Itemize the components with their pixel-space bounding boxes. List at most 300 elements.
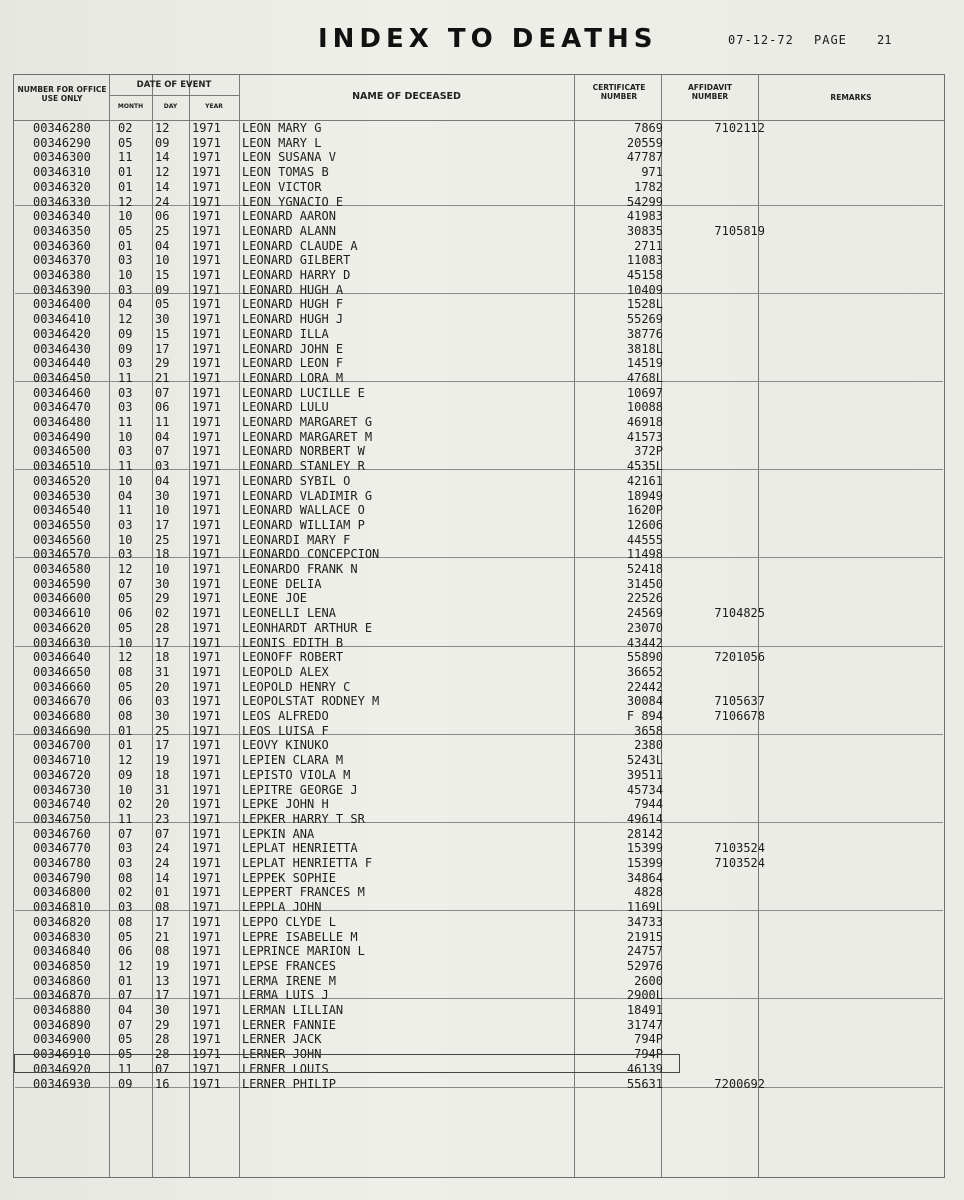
- row-name: LEONARD HUGH J: [242, 312, 344, 327]
- row-day: 18: [155, 547, 170, 562]
- row-name: LEON MARY G: [242, 121, 322, 135]
- row-month: 01: [118, 238, 133, 253]
- row-year: 1971: [192, 709, 221, 723]
- row-number: 00346550: [33, 517, 91, 532]
- row-year: 1971: [192, 385, 221, 400]
- row-certificate: 52976: [626, 958, 663, 973]
- header-certificate: CERTIFICATE NUMBER: [592, 83, 646, 101]
- row-number: 00346610: [33, 606, 91, 621]
- row-name: LEONARD WALLACE O: [242, 503, 365, 518]
- row-name: LEONARD WILLIAM P: [242, 517, 365, 532]
- row-certificate: 794P: [634, 1032, 663, 1047]
- row-affidavit: 7105819: [714, 223, 765, 238]
- row-certificate: 23070: [626, 620, 663, 635]
- row-certificate: 55269: [626, 312, 663, 327]
- row-year: 1971: [192, 738, 221, 753]
- row-number: 00346820: [33, 914, 91, 929]
- table-row: [14, 356, 944, 371]
- row-day: 12: [155, 165, 170, 180]
- row-certificate: 3818L: [626, 341, 663, 356]
- table-row: [14, 783, 944, 798]
- row-name: LERNER LOUIS: [242, 1061, 329, 1076]
- table-row: [14, 239, 944, 254]
- row-year: 1971: [192, 591, 221, 606]
- header-number: NUMBER FOR OFFICE USE ONLY: [17, 85, 107, 103]
- row-day: 09: [155, 135, 170, 150]
- row-month: 10: [118, 532, 133, 547]
- row-year: 1971: [192, 811, 221, 826]
- table-row: [14, 915, 944, 930]
- row-day: 03: [155, 459, 170, 474]
- row-month: 11: [118, 370, 133, 385]
- row-month: 07: [118, 988, 133, 1003]
- row-month: 03: [118, 282, 133, 297]
- row-day: 24: [155, 856, 170, 870]
- row-certificate: 20559: [626, 135, 663, 150]
- table-row: [14, 1003, 944, 1018]
- row-day: 07: [155, 444, 170, 459]
- row-certificate: 54299: [626, 194, 663, 209]
- row-day: 03: [155, 694, 170, 709]
- table-row: [14, 768, 944, 783]
- row-affidavit: 7105637: [714, 694, 765, 709]
- row-month: 05: [118, 1032, 133, 1047]
- row-year: 1971: [192, 121, 221, 135]
- row-day: 28: [155, 1032, 170, 1047]
- row-month: 12: [118, 312, 133, 327]
- row-certificate: 45734: [626, 782, 663, 797]
- row-affidavit: 7103524: [714, 856, 765, 870]
- row-day: 20: [155, 797, 170, 812]
- row-year: 1971: [192, 503, 221, 518]
- row-name: LEONARD MARGARET M: [242, 429, 373, 444]
- row-month: 05: [118, 135, 133, 150]
- row-name: LEONARD MARGARET G: [242, 415, 373, 429]
- row-name: LEPITRE GEORGE J: [242, 782, 358, 797]
- row-month: 04: [118, 488, 133, 503]
- row-month: 12: [118, 650, 133, 665]
- row-number: 00346490: [33, 429, 91, 444]
- table-row: [14, 724, 944, 739]
- row-year: 1971: [192, 767, 221, 782]
- row-certificate: 372P: [634, 444, 663, 459]
- row-month: 07: [118, 1017, 133, 1032]
- row-name: LEONARD HUGH F: [242, 297, 344, 312]
- table-row: [14, 195, 944, 210]
- row-month: 03: [118, 547, 133, 562]
- table-row: [14, 944, 944, 959]
- row-month: 01: [118, 179, 133, 194]
- row-year: 1971: [192, 223, 221, 238]
- row-month: 11: [118, 415, 133, 429]
- row-year: 1971: [192, 297, 221, 312]
- header-month: MONTH: [117, 103, 144, 110]
- row-number: 00346620: [33, 620, 91, 635]
- row-number: 00346520: [33, 473, 91, 488]
- header-day: DAY: [163, 103, 178, 110]
- row-day: 30: [155, 488, 170, 503]
- row-number: 00346420: [33, 326, 91, 341]
- row-month: 09: [118, 1076, 133, 1091]
- row-name: LEONARD VLADIMIR G: [242, 488, 373, 503]
- row-number: 00346800: [33, 885, 91, 900]
- row-name: LEPISTO VIOLA M: [242, 767, 351, 782]
- row-number: 00346460: [33, 385, 91, 400]
- row-year: 1971: [192, 944, 221, 959]
- row-day: 30: [155, 709, 170, 723]
- table-row: [14, 621, 944, 636]
- table-row: [14, 533, 944, 548]
- row-year: 1971: [192, 958, 221, 973]
- row-certificate: 10697: [626, 385, 663, 400]
- table-row: [14, 415, 944, 430]
- table-row: [14, 577, 944, 592]
- row-certificate: 2600: [634, 973, 663, 988]
- row-year: 1971: [192, 870, 221, 885]
- row-number: 00346410: [33, 312, 91, 327]
- table-row: [14, 841, 944, 856]
- row-month: 06: [118, 944, 133, 959]
- row-month: 12: [118, 194, 133, 209]
- row-number: 00346590: [33, 576, 91, 591]
- row-year: 1971: [192, 517, 221, 532]
- row-month: 02: [118, 797, 133, 812]
- document-title: INDEX TO DEATHS: [318, 24, 658, 54]
- table-row: [14, 342, 944, 357]
- row-day: 16: [155, 1076, 170, 1091]
- row-year: 1971: [192, 150, 221, 165]
- row-certificate: 2711: [634, 238, 663, 253]
- table-row: [14, 489, 944, 504]
- table-row: [14, 738, 944, 753]
- row-year: 1971: [192, 547, 221, 562]
- row-name: LEPIEN CLARA M: [242, 753, 344, 768]
- row-name: LEONARD STANLEY R: [242, 459, 365, 474]
- row-certificate: 46139: [626, 1061, 663, 1076]
- row-name: LEONARD SYBIL O: [242, 473, 351, 488]
- table-row: [14, 297, 944, 312]
- row-name: LEON TOMAS B: [242, 165, 329, 180]
- row-month: 10: [118, 268, 133, 282]
- table-row: [14, 459, 944, 474]
- run-date: 07-12-72: [728, 33, 794, 47]
- table-row: [14, 430, 944, 445]
- row-number: 00346580: [33, 562, 91, 576]
- row-day: 24: [155, 841, 170, 856]
- row-month: 01: [118, 723, 133, 738]
- row-day: 14: [155, 870, 170, 885]
- row-day: 23: [155, 811, 170, 826]
- row-number: 00346760: [33, 826, 91, 841]
- row-certificate: 34864: [626, 870, 663, 885]
- row-name: LEONARD LUCILLE E: [242, 385, 365, 400]
- row-number: 00346920: [33, 1061, 91, 1076]
- row-year: 1971: [192, 135, 221, 150]
- table-row: [14, 665, 944, 680]
- row-number: 00346830: [33, 929, 91, 944]
- row-day: 25: [155, 223, 170, 238]
- table-row: [14, 165, 944, 180]
- row-day: 10: [155, 503, 170, 518]
- table-row: [14, 974, 944, 989]
- row-day: 10: [155, 562, 170, 576]
- row-name: LEOVY KINUKO: [242, 738, 329, 753]
- row-month: 08: [118, 914, 133, 929]
- row-affidavit: 7102112: [714, 121, 765, 135]
- row-day: 05: [155, 297, 170, 312]
- row-certificate: 7944: [634, 797, 663, 812]
- row-name: LEONARD LORA M: [242, 370, 344, 385]
- row-certificate: 21915: [626, 929, 663, 944]
- row-certificate: 18491: [626, 1003, 663, 1017]
- row-year: 1971: [192, 341, 221, 356]
- header-name: NAME OF DECEASED: [352, 91, 461, 102]
- table-row: [14, 827, 944, 842]
- row-certificate: 49614: [626, 811, 663, 826]
- header-year: YEAR: [205, 103, 223, 110]
- row-month: 01: [118, 165, 133, 180]
- row-month: 10: [118, 209, 133, 224]
- table-row: [14, 209, 944, 224]
- row-certificate: 4828: [634, 885, 663, 900]
- row-day: 10: [155, 253, 170, 268]
- row-year: 1971: [192, 1061, 221, 1076]
- row-name: LEPPLA JOHN: [242, 900, 322, 915]
- row-day: 18: [155, 650, 170, 665]
- table-row: [14, 959, 944, 974]
- row-month: 09: [118, 767, 133, 782]
- row-certificate: 5243L: [626, 753, 663, 768]
- row-month: 11: [118, 811, 133, 826]
- row-number: 00346780: [33, 856, 91, 870]
- row-day: 30: [155, 576, 170, 591]
- row-year: 1971: [192, 650, 221, 665]
- row-month: 02: [118, 885, 133, 900]
- row-day: 24: [155, 194, 170, 209]
- header-affidavit: AFFIDAVIT NUMBER: [687, 83, 733, 101]
- row-month: 10: [118, 429, 133, 444]
- row-number: 00346380: [33, 268, 91, 282]
- row-number: 00346630: [33, 635, 91, 650]
- row-day: 06: [155, 400, 170, 415]
- row-name: LEPLAT HENRIETTA: [242, 841, 358, 856]
- row-name: LERNER JOHN: [242, 1047, 322, 1062]
- row-certificate: 7869: [634, 121, 663, 135]
- row-month: 03: [118, 253, 133, 268]
- row-year: 1971: [192, 532, 221, 547]
- row-number: 00346750: [33, 811, 91, 826]
- row-month: 09: [118, 326, 133, 341]
- row-day: 17: [155, 738, 170, 753]
- row-name: LEONARD AARON: [242, 209, 336, 224]
- row-year: 1971: [192, 841, 221, 856]
- table-row: [14, 856, 944, 871]
- row-day: 04: [155, 238, 170, 253]
- table-row: [14, 121, 944, 136]
- page-label: PAGE: [814, 33, 847, 47]
- row-year: 1971: [192, 1047, 221, 1062]
- row-affidavit: 7103524: [714, 841, 765, 856]
- row-certificate: 971: [641, 165, 663, 180]
- row-year: 1971: [192, 694, 221, 709]
- row-name: LEPLAT HENRIETTA F: [242, 856, 373, 870]
- row-day: 18: [155, 767, 170, 782]
- row-day: 29: [155, 591, 170, 606]
- row-name: LEPKE JOHN H: [242, 797, 329, 812]
- row-number: 00346840: [33, 944, 91, 959]
- row-name: LEONE JOE: [242, 591, 308, 606]
- row-number: 00346700: [33, 738, 91, 753]
- row-number: 00346570: [33, 547, 91, 562]
- row-month: 01: [118, 738, 133, 753]
- row-certificate: 1620P: [626, 503, 663, 518]
- row-name: LEOPOLD HENRY C: [242, 679, 351, 694]
- row-year: 1971: [192, 885, 221, 900]
- row-month: 05: [118, 223, 133, 238]
- row-year: 1971: [192, 973, 221, 988]
- row-number: 00346930: [33, 1076, 91, 1091]
- row-name: LEPPO CLYDE L: [242, 914, 336, 929]
- row-year: 1971: [192, 856, 221, 870]
- row-certificate: 15399: [626, 841, 663, 856]
- row-name: LEOS ALFREDO: [242, 709, 329, 723]
- row-name: LERMA LUIS J: [242, 988, 329, 1003]
- row-month: 03: [118, 356, 133, 371]
- row-year: 1971: [192, 576, 221, 591]
- row-name: LEONOFF ROBERT: [242, 650, 344, 665]
- row-day: 28: [155, 620, 170, 635]
- row-day: 21: [155, 370, 170, 385]
- table-row: [14, 636, 944, 651]
- row-affidavit: 7201056: [714, 650, 765, 665]
- row-name: LEONARD ALANN: [242, 223, 336, 238]
- row-month: 03: [118, 444, 133, 459]
- row-day: 11: [155, 415, 170, 429]
- row-certificate: 10409: [626, 282, 663, 297]
- row-name: LEOPOLD ALEX: [242, 664, 329, 679]
- row-name: LEONARD GILBERT: [242, 253, 351, 268]
- row-month: 11: [118, 150, 133, 165]
- row-certificate: 44555: [626, 532, 663, 547]
- row-month: 10: [118, 473, 133, 488]
- table-row: [14, 694, 944, 709]
- row-month: 12: [118, 562, 133, 576]
- row-month: 10: [118, 782, 133, 797]
- row-number: 00346810: [33, 900, 91, 915]
- row-name: LEONIS EDITH B: [242, 635, 344, 650]
- row-year: 1971: [192, 179, 221, 194]
- row-day: 17: [155, 341, 170, 356]
- row-year: 1971: [192, 753, 221, 768]
- row-year: 1971: [192, 194, 221, 209]
- table-row: [14, 1032, 944, 1047]
- row-month: 06: [118, 606, 133, 621]
- row-certificate: 11498: [626, 547, 663, 562]
- table-row: [14, 253, 944, 268]
- row-name: LERNER PHILIP: [242, 1076, 336, 1091]
- row-name: LEONARD CLAUDE A: [242, 238, 358, 253]
- row-year: 1971: [192, 562, 221, 576]
- row-name: LEPKER HARRY T SR: [242, 811, 365, 826]
- row-month: 12: [118, 958, 133, 973]
- row-month: 03: [118, 841, 133, 856]
- row-year: 1971: [192, 238, 221, 253]
- row-name: LEPRE ISABELLE M: [242, 929, 358, 944]
- row-certificate: 31747: [626, 1017, 663, 1032]
- row-day: 17: [155, 635, 170, 650]
- row-name: LEON YGNACIO E: [242, 194, 344, 209]
- table-row: [14, 900, 944, 915]
- row-certificate: 12606: [626, 517, 663, 532]
- row-day: 01: [155, 885, 170, 900]
- row-day: 29: [155, 1017, 170, 1032]
- row-number: 00346850: [33, 958, 91, 973]
- row-number: 00346680: [33, 709, 91, 723]
- row-certificate: 2900L: [626, 988, 663, 1003]
- row-number: 00346330: [33, 194, 91, 209]
- row-certificate: 41573: [626, 429, 663, 444]
- row-month: 01: [118, 973, 133, 988]
- table-row: [14, 797, 944, 812]
- table-row: [14, 444, 944, 459]
- row-certificate: 11083: [626, 253, 663, 268]
- table-row: [14, 1077, 944, 1092]
- row-year: 1971: [192, 444, 221, 459]
- row-number: 00346640: [33, 650, 91, 665]
- row-day: 13: [155, 973, 170, 988]
- row-number: 00346310: [33, 165, 91, 180]
- row-certificate: 52418: [626, 562, 663, 576]
- row-day: 07: [155, 385, 170, 400]
- row-day: 04: [155, 473, 170, 488]
- table-row: [14, 871, 944, 886]
- row-number: 00346660: [33, 679, 91, 694]
- row-name: LERNER JACK: [242, 1032, 322, 1047]
- row-day: 20: [155, 679, 170, 694]
- row-month: 04: [118, 297, 133, 312]
- row-certificate: 30084: [626, 694, 663, 709]
- row-number: 00346560: [33, 532, 91, 547]
- row-year: 1971: [192, 826, 221, 841]
- row-name: LEPPEK SOPHIE: [242, 870, 336, 885]
- row-certificate: 38776: [626, 326, 663, 341]
- row-day: 28: [155, 1047, 170, 1062]
- row-year: 1971: [192, 929, 221, 944]
- row-day: 30: [155, 1003, 170, 1017]
- row-certificate: 28142: [626, 826, 663, 841]
- row-day: 15: [155, 268, 170, 282]
- row-number: 00346600: [33, 591, 91, 606]
- row-year: 1971: [192, 326, 221, 341]
- header-date-of-event: DATE OF EVENT: [136, 80, 212, 90]
- row-year: 1971: [192, 1017, 221, 1032]
- row-day: 21: [155, 929, 170, 944]
- row-day: 15: [155, 326, 170, 341]
- row-number: 00346480: [33, 415, 91, 429]
- row-day: 07: [155, 826, 170, 841]
- row-number: 00346320: [33, 179, 91, 194]
- row-year: 1971: [192, 473, 221, 488]
- row-month: 05: [118, 679, 133, 694]
- row-day: 04: [155, 429, 170, 444]
- row-month: 02: [118, 121, 133, 135]
- table-row: [14, 562, 944, 577]
- row-certificate: 2380: [634, 738, 663, 753]
- row-month: 05: [118, 929, 133, 944]
- row-number: 00346650: [33, 664, 91, 679]
- row-name: LEONARDO CONCEPCION: [242, 547, 380, 562]
- row-name: LEON SUSANA V: [242, 150, 336, 165]
